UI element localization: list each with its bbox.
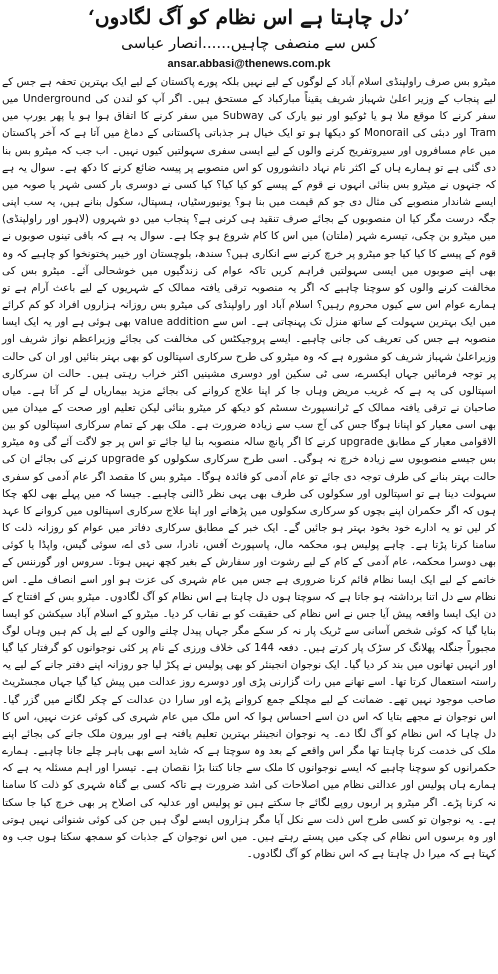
author-email: ansar.abbasi@thenews.com.pk	[167, 58, 331, 70]
article-byline: کس سے منصفی چاہیں......انصار عباسی	[121, 34, 377, 52]
article-body-text: میٹرو بس صرف راولپنڈی اسلام آباد کے لوگوں کے لیے نہیں بلکہ پورے پاکستان کے لیے ایک بہترین تحفہ ہے جس کے لیے پنجاب کے وزیر اعلیٰ شہباز شریف یقیناً مبارکباد کے مستحق ہیں۔ اگر آپ کو لندن کی Underground میں سفر کرنے کا موقع ملا ہو یا ٹوکیو اور نیو یارک کی Subway میں سفر کرنے کا اتفاق ہوا ہو یا پھر یورپ میں Tram اور دبئی کی Monorail کو دیکھا ہو تو ایک خیال ہر جذباتی پاکستانی کے دماغ میں آتا ہے کہ آخر پاکستان میں عام مسافروں اور سیروتفریح کرنے والوں کے لیے ایسی سفری سہولتیں کیوں نہیں۔ اب جب کہ میٹرو بس بنا دی گئی ہے تو ہمارے ہاں کے اکثر نام نہاد دانشوروں کو اس منصوبے پر پیسہ ضائع کرنے کا دکھ ہے۔ سوال یہ ہے کہ جنہوں نے میٹرو بس بنائی انہوں نے قوم کے پیسے کو کیا کیا؟ کیا کسی نے دوسری بار کسی شہر یا صوبہ میں ایسے شاندار منصوبے کی مثال دی جو کم قیمت میں بنا ہو؟ یونیورسٹیاں، ہسپتال، سکول بنانے ہیں، یہ سب اپنی جگہ درست مگر کیا ان منصوبوں کے بجائے صرف تنقید ہی کرنی ہے؟ پنجاب میں دو شہروں (لاہور اور راولپنڈی) میں میٹرو بن چکی، تیسرے شہر (ملتان) میں اس کا کام شروع ہو چکا ہے۔ سوال یہ ہے کہ باقی تینوں صوبوں نے قوم کے پیسے کا کیا کیا جو میٹرو پر خرچ کرنے سے انکاری ہیں؟ سندھ، بلوچستان اور خیبر پختونخوا کو چاہیے کہ وہ بھی اپنے صوبوں میں ایسی سہولتیں فراہم کریں تاکہ عوام کی زندگیوں میں خوشحالی آئے۔ میٹرو بس کی مخالفت کرنے والوں کو سوچنا چاہیے کہ اگر یہ منصوبہ ترقی یافتہ ممالک کے شہریوں کے لیے باعث آرام ہے تو ہمارے عوام اس سے کیوں محروم رہیں؟ اسلام آباد اور راولپنڈی کی میٹرو بس روزانہ ہزاروں افراد کو کم کرائے میں ایک بہترین سہولت کے ساتھ منزل تک پہنچاتی ہے۔ اس سے value addition بھی ہوئی ہے اور یہ ایک ایسا منصوبہ ہے جس کی تعریف کی جانی چاہیے۔ ایسے پروجیکٹس کی مخالفت کی بجائے وزیراعظم نواز شریف اور وزیراعلیٰ شہباز شریف کو مشورہ ہے کہ وہ میٹرو کی طرح سرکاری اسپتالوں کو بھی بہتر بنائیں اور ان کی حالت پر توجہ فرمائیں جہاں ایکسرے، سی ٹی سکین اور دوسری مشینیں اکثر خراب رہتی ہیں۔ حالت ان سرکاری اسپتالوں کی یہ ہے کہ غریب مریض وہاں جا کر اپنا علاج کروانے کی بجائے مزید بیماریاں لے کر آتا ہے۔ میاں صاحبان نے ترقی یافتہ ممالک کے ٹرانسپورٹ سسٹم کو دیکھ کر میٹرو بنائی لیکن تعلیم اور صحت کے میدان میں بھی اسی معیار کو اپنانا ہوگا جس کی آج سب سے زیادہ ضرورت ہے۔ ملک بھر کے تمام سرکاری اسپتالوں کو بین الاقوامی معیار کے مطابق upgrade کرنے کا اگر پانچ سالہ منصوبہ بنا لیا جائے تو اس پر جو لاگت آئے گی وہ میٹرو بس جیسے منصوبوں سے زیادہ خرچ نہ ہوگی۔ اسی طرح سرکاری سکولوں کو upgrade کرنے کی بجائے ان کی حالت بہتر بنانے کی طرف توجہ دی جائے تو عام آدمی کو فائدہ ہوگا۔ میٹرو بس کا مقصد اگر عام آدمی کو سفری سہولت دینا ہے تو اسپتالوں اور سکولوں کی طرف بھی یہی نظر ڈالنی چاہیے۔ جیسا کہ میں پہلے بھی لکھ چکا ہوں کہ اگر حکمران اپنے بچوں کو سرکاری سکولوں میں پڑھانے اور اپنا علاج سرکاری اسپتالوں میں کروانے کا عہد کر لیں تو یہ ادارے خود بخود بہتر ہو جائیں گے۔ ایک خبر کے مطابق سرکاری دفاتر میں عوام کو روزانہ ذلت کا سامنا کرنا پڑتا ہے۔ چاہے پولیس ہو، محکمہ مال، پاسپورٹ آفس، نادرا، سی ڈی اے، سوئی گیس، واپڈا یا کوئی بھی دوسرا محکمہ، عام آدمی کے کام کے لیے رشوت اور سفارش کے بغیر کچھ نہیں ہوتا۔ سروس اور گورننس کے خاتمے کے لیے ایک ایسا نظام قائم کرنا ضروری ہے جس میں عام شہری کی عزت ہو اور اسے انصاف ملے۔ اس نظام سے دل اتنا برداشتہ ہو جاتا ہے کہ سوچتا ہوں دل چاہتا ہے اس نظام کو آگ لگادوں۔ میٹرو بس کے افتتاح کے دن ایک ایسا واقعہ پیش آیا جس نے اس نظام کی حقیقت کو بے نقاب کر دیا۔ میٹرو کے اسلام آباد سیکشن کو ایسا بنایا گیا کہ کوئی شخص آسانی سے ٹریک پار نہ کر سکے مگر جہاں پیدل چلنے والوں کے لیے پل کم ہیں وہاں لوگ مجبوراً جنگلہ پھلانگ کر سڑک پار کرتے ہیں۔ دفعہ 144 کی خلاف ورزی کے نام پر کئی نوجوانوں کو گرفتار کیا گیا اور انہیں تھانوں میں بند کر دیا گیا۔ ایک نوجوان انجینئر کو بھی پولیس نے پکڑ لیا جو روزانہ اپنے دفتر جانے کے لیے یہ راستہ استعمال کرتا تھا۔ اسے تھانے میں رات گزارنی پڑی اور دوسرے روز عدالت میں پیش کیا گیا جہاں مجسٹریٹ صاحب موجود نہیں تھے۔ ضمانت کے لیے مچلکے جمع کروانے پڑے اور سارا دن عدالت کے چکر لگانے میں گزر گیا۔ اس نوجوان نے مجھے بتایا کہ اس دن اسے احساس ہوا کہ اس ملک میں عام شہری کی کوئی عزت نہیں، اس کا دل چاہا کہ اس نظام کو آگ لگا دے۔ یہ نوجوان انجینئر بہترین تعلیم یافتہ ہے اور بیرون ملک جانے کی بجائے اپنے ملک کی خدمت کرنا چاہتا تھا مگر اس واقعے کے بعد وہ سوچتا ہے کہ شاید اسے بھی باہر چلے جانا چاہیے۔ ہمارے حکمرانوں کو سوچنا چاہیے کہ ایسے نوجوانوں کا ملک سے جانا کتنا بڑا نقصان ہے۔ تیسرا اور اہم مسئلہ یہ ہے کہ ہمارے ہاں پولیس اور عدالتی نظام میں اصلاحات کی اشد ضرورت ہے تاکہ کسی بے گناہ شہری کو ذلت کا سامنا نہ کرنا پڑے۔ اگر میٹرو پر اربوں روپے لگائے جا سکتے ہیں تو پولیس اور عدلیہ کی اصلاح پر بھی خرچ کیا جا سکتا ہے۔ یہ نوجوان تو کسی طرح اس ذلت سے نکل آیا مگر ہزاروں ایسے لوگ ہیں جن کی کوئی شنوائی نہیں ہوتی اور وہ برسوں اس نظام کی چکی میں پستے رہتے ہیں۔ میں اس نوجوان کے جذبات کو سمجھ سکتا ہوں جب وہ کہتا ہے کہ میرا دل چاہتا ہے کہ اس نظام کو آگ لگادوں۔	[2, 76, 497, 861]
article-body	[0, 72, 498, 863]
article-title: ’دل چاہتا ہے اس نظام کو آگ لگادوں‘	[87, 5, 411, 29]
article-header	[0, 0, 498, 72]
